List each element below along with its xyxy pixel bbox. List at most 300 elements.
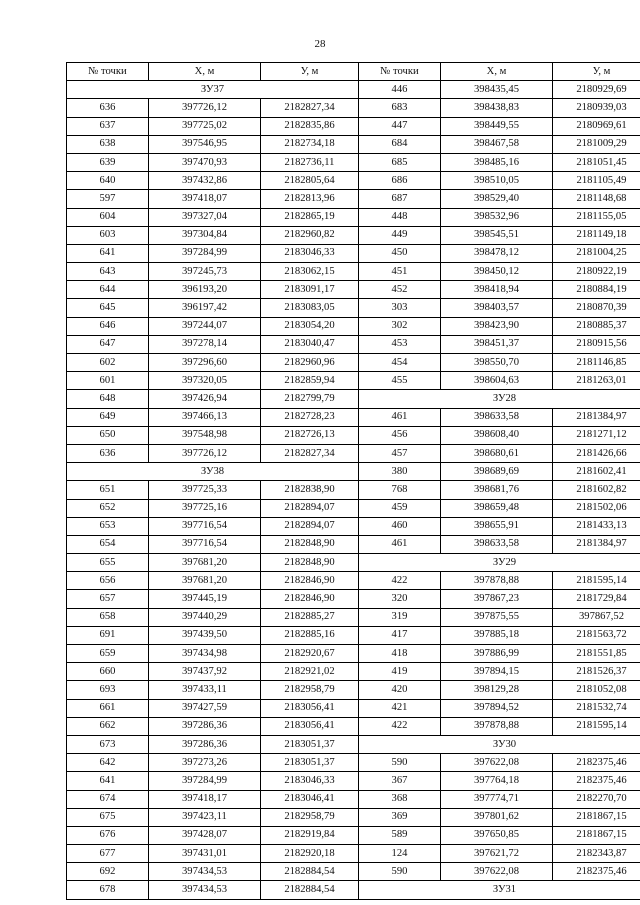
right-x-coordinate: 398633,58 — [441, 535, 553, 553]
table-row — [67, 699, 640, 717]
table-row — [67, 735, 640, 753]
left-y-coordinate: 2182960,96 — [261, 354, 359, 372]
right-point-number: 683 — [359, 99, 441, 117]
left-point-number: 674 — [67, 790, 149, 808]
left-x-coordinate: 397434,98 — [149, 645, 261, 663]
left-y-coordinate: 2183062,15 — [261, 263, 359, 281]
left-x-coordinate: 397304,84 — [149, 226, 261, 244]
left-x-coordinate: 397681,20 — [149, 572, 261, 590]
left-x-coordinate: 397428,07 — [149, 826, 261, 844]
left-y-coordinate: 2183083,05 — [261, 299, 359, 317]
table-row — [67, 881, 640, 899]
table-row — [67, 317, 640, 335]
right-y-coordinate: 2181526,37 — [553, 663, 640, 681]
table-row — [67, 408, 640, 426]
right-x-coordinate: 398680,61 — [441, 444, 553, 462]
right-point-number: 590 — [359, 754, 441, 772]
left-y-coordinate: 2182835,86 — [261, 117, 359, 135]
right-y-coordinate: 2180969,61 — [553, 117, 640, 135]
right-x-coordinate: 397885,18 — [441, 626, 553, 644]
left-point-number: 641 — [67, 244, 149, 262]
left-x-coordinate: 397432,86 — [149, 172, 261, 190]
table-row — [67, 372, 640, 390]
right-x-coordinate: 398485,16 — [441, 153, 553, 171]
right-x-coordinate: 398604,63 — [441, 372, 553, 390]
left-point-number: 658 — [67, 608, 149, 626]
left-y-coordinate: 2182921,02 — [261, 663, 359, 681]
left-point-number: 692 — [67, 863, 149, 881]
left-x-coordinate: 397418,17 — [149, 790, 261, 808]
right-y-coordinate: 2181595,14 — [553, 717, 640, 735]
right-y-coordinate: 2181602,82 — [553, 481, 640, 499]
right-point-number: 447 — [359, 117, 441, 135]
right-x-coordinate: 398681,76 — [441, 481, 553, 499]
right-y-coordinate: 2181051,45 — [553, 153, 640, 171]
right-x-coordinate: 398450,12 — [441, 263, 553, 281]
left-point-number: 654 — [67, 535, 149, 553]
right-point-number: 419 — [359, 663, 441, 681]
right-x-coordinate: 398550,70 — [441, 354, 553, 372]
left-point-number: 638 — [67, 135, 149, 153]
right-y-coordinate: 2181146,85 — [553, 354, 640, 372]
table-row — [67, 281, 640, 299]
right-y-coordinate: 2181551,85 — [553, 645, 640, 663]
left-y-coordinate: 2182846,90 — [261, 572, 359, 590]
left-x-coordinate: 397725,33 — [149, 481, 261, 499]
table-row — [67, 717, 640, 735]
left-y-coordinate: 2183040,47 — [261, 335, 359, 353]
right-x-coordinate: 398435,45 — [441, 81, 553, 99]
left-point-number: 644 — [67, 281, 149, 299]
left-point-number: 603 — [67, 226, 149, 244]
left-y-coordinate: 2182728,23 — [261, 408, 359, 426]
right-y-coordinate: 2181384,97 — [553, 408, 640, 426]
left-x-coordinate: 397681,20 — [149, 554, 261, 572]
left-x-coordinate: 397245,73 — [149, 263, 261, 281]
left-point-number: 653 — [67, 517, 149, 535]
left-y-coordinate: 2183091,17 — [261, 281, 359, 299]
right-section-heading: ЗУ31 — [359, 881, 640, 899]
right-point-number: 422 — [359, 572, 441, 590]
table-row — [67, 517, 640, 535]
header-y-left: У, м — [261, 63, 359, 81]
table-row — [67, 481, 640, 499]
left-point-number: 640 — [67, 172, 149, 190]
table-row — [67, 263, 640, 281]
left-x-coordinate: 397716,54 — [149, 517, 261, 535]
left-point-number: 659 — [67, 645, 149, 663]
left-section-heading: ЗУ37 — [67, 81, 359, 99]
left-x-coordinate: 397439,50 — [149, 626, 261, 644]
left-x-coordinate: 396193,20 — [149, 281, 261, 299]
right-point-number: 687 — [359, 190, 441, 208]
right-y-coordinate: 2181426,66 — [553, 444, 640, 462]
left-point-number: 637 — [67, 117, 149, 135]
left-x-coordinate: 397431,01 — [149, 845, 261, 863]
right-point-number: 367 — [359, 772, 441, 790]
left-point-number: 676 — [67, 826, 149, 844]
left-y-coordinate: 2182920,18 — [261, 845, 359, 863]
left-x-coordinate: 397418,07 — [149, 190, 261, 208]
left-point-number: 657 — [67, 590, 149, 608]
right-y-coordinate: 2180929,69 — [553, 81, 640, 99]
left-y-coordinate: 2182799,79 — [261, 390, 359, 408]
right-x-coordinate: 398529,40 — [441, 190, 553, 208]
right-point-number: 454 — [359, 354, 441, 372]
left-x-coordinate: 397278,14 — [149, 335, 261, 353]
right-point-number: 446 — [359, 81, 441, 99]
table-row — [67, 335, 640, 353]
left-point-number: 656 — [67, 572, 149, 590]
table-row — [67, 190, 640, 208]
right-point-number: 319 — [359, 608, 441, 626]
left-x-coordinate: 397470,93 — [149, 153, 261, 171]
header-point-number-left: № точки — [67, 63, 149, 81]
right-y-coordinate: 2182375,46 — [553, 754, 640, 772]
right-y-coordinate: 2181263,01 — [553, 372, 640, 390]
right-point-number: 369 — [359, 808, 441, 826]
header-point-number-right: № точки — [359, 63, 441, 81]
right-x-coordinate: 397894,15 — [441, 663, 553, 681]
table-header-row — [67, 63, 640, 81]
left-y-coordinate: 2183046,33 — [261, 244, 359, 262]
left-x-coordinate: 397434,53 — [149, 881, 261, 899]
table-row — [67, 99, 640, 117]
right-y-coordinate: 2181867,15 — [553, 808, 640, 826]
right-x-coordinate: 398689,69 — [441, 463, 553, 481]
left-y-coordinate: 2182848,90 — [261, 535, 359, 553]
right-point-number: 590 — [359, 863, 441, 881]
left-point-number: 645 — [67, 299, 149, 317]
table-row — [67, 153, 640, 171]
right-y-coordinate: 2181433,13 — [553, 517, 640, 535]
right-y-coordinate: 2180922,19 — [553, 263, 640, 281]
right-x-coordinate: 398633,58 — [441, 408, 553, 426]
right-x-coordinate: 397764,18 — [441, 772, 553, 790]
right-y-coordinate: 2181155,05 — [553, 208, 640, 226]
left-x-coordinate: 397716,54 — [149, 535, 261, 553]
left-y-coordinate: 2182919,84 — [261, 826, 359, 844]
right-y-coordinate: 2181532,74 — [553, 699, 640, 717]
right-y-coordinate: 2181271,12 — [553, 426, 640, 444]
left-x-coordinate: 397445,19 — [149, 590, 261, 608]
right-point-number: 448 — [359, 208, 441, 226]
left-point-number: 660 — [67, 663, 149, 681]
right-point-number: 685 — [359, 153, 441, 171]
right-point-number: 452 — [359, 281, 441, 299]
right-x-coordinate: 398418,94 — [441, 281, 553, 299]
left-point-number: 597 — [67, 190, 149, 208]
right-y-coordinate: 2182343,87 — [553, 845, 640, 863]
left-y-coordinate: 2182920,67 — [261, 645, 359, 663]
right-y-coordinate: 2182270,70 — [553, 790, 640, 808]
right-y-coordinate: 2182375,46 — [553, 772, 640, 790]
right-x-coordinate: 397878,88 — [441, 717, 553, 735]
left-x-coordinate: 397320,05 — [149, 372, 261, 390]
left-point-number: 661 — [67, 699, 149, 717]
left-y-coordinate: 2183046,33 — [261, 772, 359, 790]
right-x-coordinate: 398608,40 — [441, 426, 553, 444]
right-point-number: 451 — [359, 263, 441, 281]
right-x-coordinate: 397650,85 — [441, 826, 553, 844]
left-point-number: 693 — [67, 681, 149, 699]
left-y-coordinate: 2182958,79 — [261, 681, 359, 699]
right-y-coordinate: 2181149,18 — [553, 226, 640, 244]
left-y-coordinate: 2182884,54 — [261, 863, 359, 881]
table-row — [67, 754, 640, 772]
left-x-coordinate: 397437,92 — [149, 663, 261, 681]
left-section-heading: ЗУ38 — [67, 463, 359, 481]
right-point-number: 453 — [359, 335, 441, 353]
left-y-coordinate: 2183054,20 — [261, 317, 359, 335]
left-y-coordinate: 2183056,41 — [261, 717, 359, 735]
left-x-coordinate: 397273,26 — [149, 754, 261, 772]
right-point-number: 459 — [359, 499, 441, 517]
table-row — [67, 863, 640, 881]
left-point-number: 639 — [67, 153, 149, 171]
right-y-coordinate: 2181004,25 — [553, 244, 640, 262]
table-row — [67, 645, 640, 663]
left-point-number: 648 — [67, 390, 149, 408]
right-x-coordinate: 397878,88 — [441, 572, 553, 590]
right-point-number: 684 — [359, 135, 441, 153]
left-point-number: 647 — [67, 335, 149, 353]
right-y-coordinate: 2181384,97 — [553, 535, 640, 553]
table-row — [67, 626, 640, 644]
right-x-coordinate: 397867,23 — [441, 590, 553, 608]
left-x-coordinate: 397726,12 — [149, 444, 261, 462]
right-x-coordinate: 398403,57 — [441, 299, 553, 317]
table-row — [67, 826, 640, 844]
left-point-number: 641 — [67, 772, 149, 790]
left-x-coordinate: 397726,12 — [149, 99, 261, 117]
right-point-number: 380 — [359, 463, 441, 481]
left-point-number: 691 — [67, 626, 149, 644]
left-point-number: 646 — [67, 317, 149, 335]
right-x-coordinate: 398510,05 — [441, 172, 553, 190]
left-y-coordinate: 2182736,11 — [261, 153, 359, 171]
left-point-number: 636 — [67, 444, 149, 462]
table-row — [67, 663, 640, 681]
left-y-coordinate: 2182838,90 — [261, 481, 359, 499]
right-point-number: 417 — [359, 626, 441, 644]
right-x-coordinate: 397894,52 — [441, 699, 553, 717]
left-y-coordinate: 2182848,90 — [261, 554, 359, 572]
left-y-coordinate: 2182958,79 — [261, 808, 359, 826]
right-point-number: 303 — [359, 299, 441, 317]
left-point-number: 602 — [67, 354, 149, 372]
right-point-number: 420 — [359, 681, 441, 699]
right-x-coordinate: 398659,48 — [441, 499, 553, 517]
right-point-number: 418 — [359, 645, 441, 663]
right-x-coordinate: 398545,51 — [441, 226, 553, 244]
right-y-coordinate: 2180885,37 — [553, 317, 640, 335]
right-x-coordinate: 398449,55 — [441, 117, 553, 135]
left-y-coordinate: 2182734,18 — [261, 135, 359, 153]
table-row — [67, 81, 640, 99]
right-y-coordinate: 2181105,49 — [553, 172, 640, 190]
left-x-coordinate: 397244,07 — [149, 317, 261, 335]
left-point-number: 675 — [67, 808, 149, 826]
left-y-coordinate: 2183056,41 — [261, 699, 359, 717]
coordinates-table — [66, 62, 640, 900]
left-x-coordinate: 397725,16 — [149, 499, 261, 517]
left-y-coordinate: 2182894,07 — [261, 517, 359, 535]
right-x-coordinate: 398467,58 — [441, 135, 553, 153]
table-row — [67, 390, 640, 408]
right-point-number: 422 — [359, 717, 441, 735]
left-x-coordinate: 397427,59 — [149, 699, 261, 717]
right-y-coordinate: 2181729,84 — [553, 590, 640, 608]
table-row — [67, 590, 640, 608]
left-point-number: 636 — [67, 99, 149, 117]
table-row — [67, 808, 640, 826]
left-point-number: 601 — [67, 372, 149, 390]
right-point-number: 320 — [359, 590, 441, 608]
left-point-number: 649 — [67, 408, 149, 426]
table-row — [67, 244, 640, 262]
table-row — [67, 299, 640, 317]
left-y-coordinate: 2182960,82 — [261, 226, 359, 244]
left-y-coordinate: 2183051,37 — [261, 735, 359, 753]
right-point-number: 686 — [359, 172, 441, 190]
table-row — [67, 117, 640, 135]
right-point-number: 302 — [359, 317, 441, 335]
right-y-coordinate: 2181148,68 — [553, 190, 640, 208]
left-x-coordinate: 397327,04 — [149, 208, 261, 226]
left-y-coordinate: 2182813,96 — [261, 190, 359, 208]
left-point-number: 662 — [67, 717, 149, 735]
left-point-number: 604 — [67, 208, 149, 226]
right-x-coordinate: 398423,90 — [441, 317, 553, 335]
left-x-coordinate: 397433,11 — [149, 681, 261, 699]
left-y-coordinate: 2182846,90 — [261, 590, 359, 608]
right-section-heading: ЗУ28 — [359, 390, 640, 408]
left-x-coordinate: 397284,99 — [149, 244, 261, 262]
right-x-coordinate: 398129,28 — [441, 681, 553, 699]
right-point-number: 589 — [359, 826, 441, 844]
left-point-number: 650 — [67, 426, 149, 444]
table-row — [67, 772, 640, 790]
left-y-coordinate: 2183051,37 — [261, 754, 359, 772]
right-x-coordinate: 398655,91 — [441, 517, 553, 535]
left-y-coordinate: 2183046,41 — [261, 790, 359, 808]
table-row — [67, 172, 640, 190]
right-point-number: 455 — [359, 372, 441, 390]
left-y-coordinate: 2182726,13 — [261, 426, 359, 444]
right-y-coordinate: 2180884,19 — [553, 281, 640, 299]
left-point-number: 678 — [67, 881, 149, 899]
right-y-coordinate: 2181502,06 — [553, 499, 640, 517]
left-x-coordinate: 397434,53 — [149, 863, 261, 881]
right-x-coordinate: 397622,08 — [441, 754, 553, 772]
right-y-coordinate: 2181595,14 — [553, 572, 640, 590]
right-x-coordinate: 397886,99 — [441, 645, 553, 663]
right-point-number: 460 — [359, 517, 441, 535]
table-row — [67, 535, 640, 553]
right-x-coordinate: 397622,08 — [441, 863, 553, 881]
table-row — [67, 790, 640, 808]
table-row — [67, 354, 640, 372]
table-row — [67, 554, 640, 572]
right-y-coordinate: 2180915,56 — [553, 335, 640, 353]
right-y-coordinate: 2181867,15 — [553, 826, 640, 844]
right-point-number: 461 — [359, 408, 441, 426]
left-x-coordinate: 397466,13 — [149, 408, 261, 426]
right-y-coordinate: 2180939,03 — [553, 99, 640, 117]
right-x-coordinate: 397875,55 — [441, 608, 553, 626]
left-y-coordinate: 2182885,27 — [261, 608, 359, 626]
right-y-coordinate: 2180870,39 — [553, 299, 640, 317]
right-point-number: 768 — [359, 481, 441, 499]
left-x-coordinate: 397426,94 — [149, 390, 261, 408]
left-point-number: 655 — [67, 554, 149, 572]
left-point-number: 673 — [67, 735, 149, 753]
right-point-number: 461 — [359, 535, 441, 553]
header-x-left: X, м — [149, 63, 261, 81]
right-y-coordinate: 2181602,41 — [553, 463, 640, 481]
right-point-number: 450 — [359, 244, 441, 262]
right-point-number: 124 — [359, 845, 441, 863]
left-point-number: 642 — [67, 754, 149, 772]
table-row — [67, 444, 640, 462]
table-row — [67, 208, 640, 226]
table-row — [67, 572, 640, 590]
table-row — [67, 681, 640, 699]
left-point-number: 651 — [67, 481, 149, 499]
left-x-coordinate: 397296,60 — [149, 354, 261, 372]
table-row — [67, 226, 640, 244]
right-x-coordinate: 398451,37 — [441, 335, 553, 353]
right-y-coordinate: 2181563,72 — [553, 626, 640, 644]
left-y-coordinate: 2182885,16 — [261, 626, 359, 644]
right-section-heading: ЗУ30 — [359, 735, 640, 753]
table-row — [67, 135, 640, 153]
right-point-number: 368 — [359, 790, 441, 808]
table-row — [67, 608, 640, 626]
left-x-coordinate: 397286,36 — [149, 735, 261, 753]
left-y-coordinate: 2182859,94 — [261, 372, 359, 390]
right-x-coordinate: 398532,96 — [441, 208, 553, 226]
left-y-coordinate: 2182894,07 — [261, 499, 359, 517]
right-x-coordinate: 397801,62 — [441, 808, 553, 826]
left-x-coordinate: 396197,42 — [149, 299, 261, 317]
left-y-coordinate: 2182827,34 — [261, 444, 359, 462]
right-point-number: 421 — [359, 699, 441, 717]
right-y-coordinate: 2181009,29 — [553, 135, 640, 153]
left-x-coordinate: 397440,29 — [149, 608, 261, 626]
table-row — [67, 845, 640, 863]
left-x-coordinate: 397548,98 — [149, 426, 261, 444]
left-point-number: 677 — [67, 845, 149, 863]
left-point-number: 643 — [67, 263, 149, 281]
left-y-coordinate: 2182884,54 — [261, 881, 359, 899]
left-x-coordinate: 397284,99 — [149, 772, 261, 790]
table-row — [67, 499, 640, 517]
header-y-right: У, м — [553, 63, 640, 81]
right-y-coordinate: 2182375,46 — [553, 863, 640, 881]
right-y-coordinate: 397867,52 — [553, 608, 640, 626]
left-x-coordinate: 397423,11 — [149, 808, 261, 826]
left-y-coordinate: 2182805,64 — [261, 172, 359, 190]
right-point-number: 456 — [359, 426, 441, 444]
right-section-heading: ЗУ29 — [359, 554, 640, 572]
right-x-coordinate: 397774,71 — [441, 790, 553, 808]
left-point-number: 652 — [67, 499, 149, 517]
right-y-coordinate: 2181052,08 — [553, 681, 640, 699]
right-point-number: 449 — [359, 226, 441, 244]
table-body — [67, 81, 640, 899]
